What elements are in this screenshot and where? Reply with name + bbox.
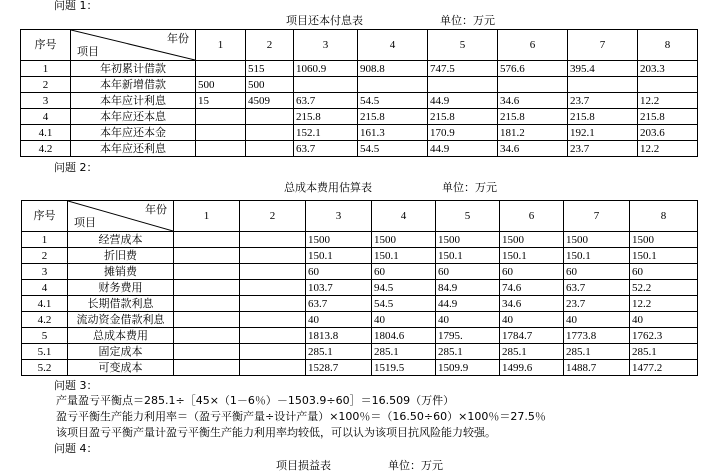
cell-year-7: 1500 <box>564 232 630 248</box>
row-seq: 4 <box>22 280 68 296</box>
cell-year-7: 192.1 <box>568 125 638 141</box>
cell-year-3: 1528.7 <box>306 360 372 376</box>
cell-year-5: 1795. <box>436 328 500 344</box>
cell-year-3: 103.7 <box>306 280 372 296</box>
table-row <box>22 248 698 264</box>
table-row <box>21 77 698 93</box>
table-row <box>22 296 698 312</box>
cell-year-7 <box>568 77 638 93</box>
cell-year-4: 54.5 <box>358 93 428 109</box>
cell-year-4: 1519.5 <box>372 360 436 376</box>
cell-year-1 <box>196 61 246 77</box>
cell-year-8: 52.2 <box>630 280 698 296</box>
cell-year-2: 515 <box>246 61 294 77</box>
cell-year-4: 150.1 <box>372 248 436 264</box>
cell-year-2 <box>240 312 306 328</box>
header-seq: 序号 <box>22 201 68 232</box>
cell-year-1 <box>174 296 240 312</box>
cell-year-7: 63.7 <box>564 280 630 296</box>
header-seq: 序号 <box>21 30 71 61</box>
row-seq: 4.1 <box>21 125 71 141</box>
table-row <box>22 328 698 344</box>
table-row <box>22 264 698 280</box>
cell-year-1 <box>174 360 240 376</box>
cell-year-8: 60 <box>630 264 698 280</box>
row-item-name: 可变成本 <box>68 360 174 376</box>
cell-year-4: 40 <box>372 312 436 328</box>
cell-year-5: 60 <box>436 264 500 280</box>
cell-year-2 <box>240 344 306 360</box>
cell-year-6: 1500 <box>500 232 564 248</box>
cell-year-4: 161.3 <box>358 125 428 141</box>
cell-year-5: 285.1 <box>436 344 500 360</box>
cell-year-4: 60 <box>372 264 436 280</box>
row-seq: 3 <box>22 264 68 280</box>
repayment-table <box>20 29 698 157</box>
cell-year-1 <box>196 125 246 141</box>
table-header-row <box>21 30 698 61</box>
cell-year-2 <box>246 125 294 141</box>
header-year: 年份 <box>145 204 167 216</box>
header-year-5: 5 <box>428 30 498 61</box>
cell-year-3: 285.1 <box>306 344 372 360</box>
table-row <box>21 125 698 141</box>
row-item-name: 经营成本 <box>68 232 174 248</box>
cell-year-2 <box>240 360 306 376</box>
row-seq: 5.1 <box>22 344 68 360</box>
cell-year-4: 94.5 <box>372 280 436 296</box>
cell-year-7: 23.7 <box>568 141 638 157</box>
cell-year-6 <box>498 77 568 93</box>
header-year-7: 7 <box>564 201 630 232</box>
cell-year-4: 54.5 <box>358 141 428 157</box>
row-item-name: 流动资金借款利息 <box>68 312 174 328</box>
cell-year-6: 34.6 <box>498 93 568 109</box>
cell-year-3 <box>294 77 358 93</box>
header-year-5: 5 <box>436 201 500 232</box>
cell-year-5: 170.9 <box>428 125 498 141</box>
cell-year-7: 395.4 <box>568 61 638 77</box>
cell-year-1 <box>174 232 240 248</box>
q2-table-unit: 单位：万元 <box>442 181 497 194</box>
row-item-name: 本年应还利息 <box>71 141 196 157</box>
header-year-2: 2 <box>246 30 294 61</box>
cell-year-7: 1773.8 <box>564 328 630 344</box>
header-year-1: 1 <box>196 30 246 61</box>
row-seq: 4.2 <box>21 141 71 157</box>
cell-year-6: 181.2 <box>498 125 568 141</box>
cell-year-2: 4509 <box>246 93 294 109</box>
header-year-3: 3 <box>306 201 372 232</box>
cell-year-7: 215.8 <box>568 109 638 125</box>
cell-year-6: 285.1 <box>500 344 564 360</box>
row-item-name: 固定成本 <box>68 344 174 360</box>
header-item: 项目 <box>74 217 96 229</box>
cell-year-2 <box>246 109 294 125</box>
cell-year-3: 1813.8 <box>306 328 372 344</box>
cell-year-3: 63.7 <box>294 93 358 109</box>
row-item-name: 总成本费用 <box>68 328 174 344</box>
q2-table-title: 总成本费用估算表 <box>284 181 372 194</box>
cell-year-3: 63.7 <box>306 296 372 312</box>
header-year-2: 2 <box>240 201 306 232</box>
cell-year-6: 215.8 <box>498 109 568 125</box>
cell-year-8 <box>638 77 698 93</box>
cell-year-6: 34.6 <box>500 296 564 312</box>
cell-year-3: 152.1 <box>294 125 358 141</box>
header-year-8: 8 <box>630 201 698 232</box>
cell-year-3: 60 <box>306 264 372 280</box>
cell-year-2 <box>240 328 306 344</box>
cell-year-5: 1500 <box>436 232 500 248</box>
row-seq: 5.2 <box>22 360 68 376</box>
q1-table-unit: 单位：万元 <box>440 14 495 27</box>
row-seq: 3 <box>21 93 71 109</box>
header-year-6: 6 <box>498 30 568 61</box>
cell-year-2 <box>246 141 294 157</box>
cell-year-1 <box>174 312 240 328</box>
row-seq: 4 <box>21 109 71 125</box>
cell-year-7: 285.1 <box>564 344 630 360</box>
cell-year-2 <box>240 232 306 248</box>
row-seq: 1 <box>21 61 71 77</box>
row-item-name: 年初累计借款 <box>71 61 196 77</box>
row-item-name: 本年新增借款 <box>71 77 196 93</box>
cell-year-8: 203.3 <box>638 61 698 77</box>
cell-year-4: 215.8 <box>358 109 428 125</box>
cell-year-6: 60 <box>500 264 564 280</box>
row-seq: 5 <box>22 328 68 344</box>
header-year-1: 1 <box>174 201 240 232</box>
cell-year-5: 44.9 <box>428 93 498 109</box>
cell-year-4 <box>358 77 428 93</box>
cell-year-1 <box>196 109 246 125</box>
header-year-4: 4 <box>358 30 428 61</box>
cell-year-6: 576.6 <box>498 61 568 77</box>
row-item-name: 财务费用 <box>68 280 174 296</box>
row-item-name: 本年应还本息 <box>71 109 196 125</box>
table-row <box>22 312 698 328</box>
cell-year-3: 215.8 <box>294 109 358 125</box>
cell-year-4: 54.5 <box>372 296 436 312</box>
row-item-name: 摊销费 <box>68 264 174 280</box>
cell-year-7: 1488.7 <box>564 360 630 376</box>
cell-year-7: 40 <box>564 312 630 328</box>
cell-year-2 <box>240 280 306 296</box>
cell-year-1 <box>174 328 240 344</box>
cell-year-1 <box>174 280 240 296</box>
cell-year-4: 285.1 <box>372 344 436 360</box>
q2-label: 问题 2： <box>54 161 98 174</box>
cell-year-8: 150.1 <box>630 248 698 264</box>
table-row <box>22 344 698 360</box>
total-cost-table <box>21 200 698 376</box>
header-diagonal-cell <box>71 30 196 61</box>
cell-year-8: 1762.3 <box>630 328 698 344</box>
cell-year-3: 63.7 <box>294 141 358 157</box>
cell-year-6: 74.6 <box>500 280 564 296</box>
cell-year-3: 150.1 <box>306 248 372 264</box>
cell-year-4: 1500 <box>372 232 436 248</box>
row-item-name: 长期借款利息 <box>68 296 174 312</box>
row-seq: 1 <box>22 232 68 248</box>
cell-year-1 <box>196 141 246 157</box>
cell-year-8: 215.8 <box>638 109 698 125</box>
cell-year-6: 150.1 <box>500 248 564 264</box>
break-even-capacity-line: 盈亏平衡生产能力利用率＝（盈亏平衡产量÷设计产量）×100％＝（16.50÷60）×100％＝27.5％ <box>56 410 546 423</box>
cell-year-5: 1509.9 <box>436 360 500 376</box>
row-seq: 2 <box>22 248 68 264</box>
cell-year-7: 60 <box>564 264 630 280</box>
cell-year-1 <box>174 264 240 280</box>
cell-year-3: 1500 <box>306 232 372 248</box>
cell-year-6: 40 <box>500 312 564 328</box>
table-row <box>21 109 698 125</box>
break-even-output-line: 产量盈亏平衡点＝285.1÷［45×（1－6％）－1503.9÷60］＝16.509（万件） <box>56 394 455 407</box>
risk-conclusion-line: 该项目盈亏平衡产量计盈亏平衡生产能力利用率均较低，可以认为该项目抗风险能力较强。 <box>56 426 496 439</box>
cell-year-2 <box>240 264 306 280</box>
cell-year-8: 12.2 <box>630 296 698 312</box>
table-row <box>21 93 698 109</box>
cell-year-5 <box>428 77 498 93</box>
q3-label: 问题 3： <box>54 379 98 392</box>
cell-year-7: 23.7 <box>568 93 638 109</box>
q1-table-title: 项目还本付息表 <box>286 14 363 27</box>
cell-year-2 <box>240 248 306 264</box>
table-row <box>21 61 698 77</box>
cell-year-5: 150.1 <box>436 248 500 264</box>
q4-label: 问题 4： <box>54 442 98 455</box>
table-row <box>22 232 698 248</box>
cell-year-8: 12.2 <box>638 141 698 157</box>
cell-year-6: 1499.6 <box>500 360 564 376</box>
cell-year-5: 44.9 <box>428 141 498 157</box>
header-diagonal-cell <box>68 201 174 232</box>
table-header-row <box>22 201 698 232</box>
cell-year-6: 34.6 <box>498 141 568 157</box>
row-seq: 2 <box>21 77 71 93</box>
cell-year-7: 23.7 <box>564 296 630 312</box>
row-item-name: 折旧费 <box>68 248 174 264</box>
row-seq: 4.1 <box>22 296 68 312</box>
cell-year-8: 12.2 <box>638 93 698 109</box>
cell-year-5: 215.8 <box>428 109 498 125</box>
table-row <box>21 141 698 157</box>
cell-year-1 <box>174 344 240 360</box>
header-item: 项目 <box>77 46 99 58</box>
header-year: 年份 <box>167 33 189 45</box>
header-year-3: 3 <box>294 30 358 61</box>
row-item-name: 本年应还本金 <box>71 125 196 141</box>
q4-table-title: 项目损益表 <box>276 459 331 472</box>
cell-year-3: 1060.9 <box>294 61 358 77</box>
cell-year-7: 150.1 <box>564 248 630 264</box>
header-year-6: 6 <box>500 201 564 232</box>
cell-year-8: 1477.2 <box>630 360 698 376</box>
cell-year-5: 44.9 <box>436 296 500 312</box>
cell-year-3: 40 <box>306 312 372 328</box>
cell-year-8: 40 <box>630 312 698 328</box>
cell-year-8: 1500 <box>630 232 698 248</box>
row-seq: 4.2 <box>22 312 68 328</box>
cell-year-2: 500 <box>246 77 294 93</box>
cell-year-4: 1804.6 <box>372 328 436 344</box>
cell-year-2 <box>240 296 306 312</box>
cell-year-5: 747.5 <box>428 61 498 77</box>
cell-year-1 <box>174 248 240 264</box>
table-row <box>22 360 698 376</box>
cell-year-8: 285.1 <box>630 344 698 360</box>
cell-year-4: 908.8 <box>358 61 428 77</box>
header-year-7: 7 <box>568 30 638 61</box>
cell-year-5: 40 <box>436 312 500 328</box>
q4-table-unit: 单位：万元 <box>388 459 443 472</box>
header-year-4: 4 <box>372 201 436 232</box>
cell-year-1: 15 <box>196 93 246 109</box>
table-row <box>22 280 698 296</box>
cell-year-6: 1784.7 <box>500 328 564 344</box>
row-item-name: 本年应计利息 <box>71 93 196 109</box>
cell-year-5: 84.9 <box>436 280 500 296</box>
header-year-8: 8 <box>638 30 698 61</box>
q1-label: 问题 1： <box>54 0 98 12</box>
cell-year-1: 500 <box>196 77 246 93</box>
cell-year-8: 203.6 <box>638 125 698 141</box>
